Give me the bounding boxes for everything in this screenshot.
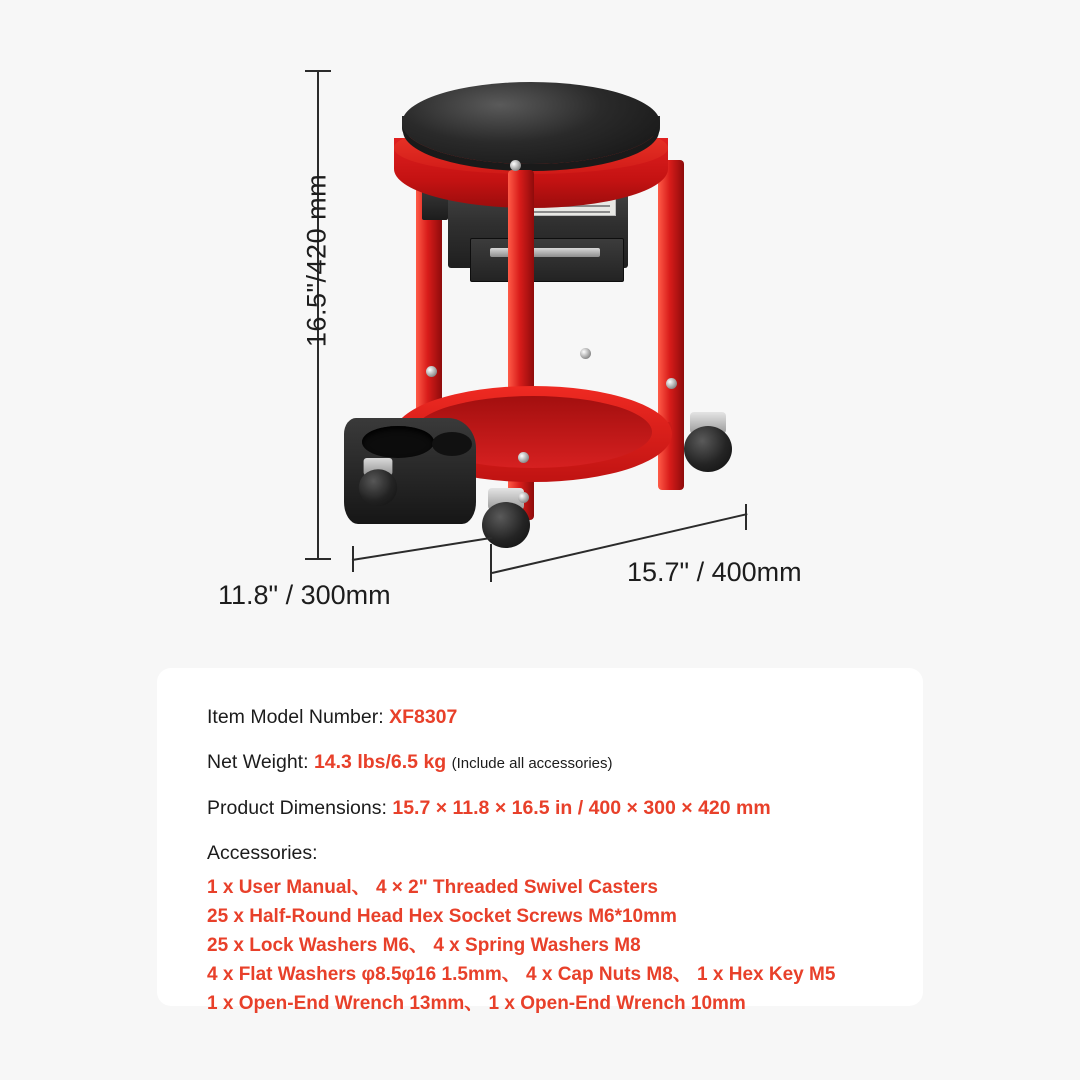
net-weight-row (207, 751, 923, 774)
accessory-item: 4 x Flat Washers φ8.5φ16 1.5mm、 4 x Cap Nuts M8、 1 x Hex Key M5 (207, 963, 836, 985)
height-dimension-label: 16.5"/420 mm (301, 173, 332, 348)
model-number-row (207, 706, 923, 729)
product-dimensions-value: 15.7 × 11.8 × 16.5 in / 400 × 300 × 420 mm (392, 796, 771, 819)
bolt (518, 452, 529, 463)
height-dimension-cap-bottom (305, 558, 331, 560)
specification-card (157, 668, 923, 1014)
width-dimension-tick-right (745, 504, 747, 530)
width-dimension-label: 15.7" / 400mm (627, 557, 802, 587)
product-dimensions-label: Product Dimensions: (207, 796, 387, 819)
seat-cushion (402, 82, 660, 164)
accessories-label: Accessories: (207, 842, 318, 865)
bolt (518, 492, 529, 503)
caster-wheel-left (357, 458, 399, 506)
cup-holder-opening (362, 426, 434, 458)
accessory-item: 25 x Half-Round Head Hex Socket Screws M6*10mm (207, 906, 677, 928)
caster-wheel (684, 426, 732, 472)
accessory-item: 25 x Lock Washers M6、 4 x Spring Washers M8 (207, 934, 641, 956)
caster-wheel-right (682, 412, 734, 472)
depth-dimension-label: 11.8" / 300mm (218, 580, 391, 610)
model-number-value: XF8307 (389, 706, 458, 728)
drawer-handle (490, 248, 600, 257)
product-dimensions-row (207, 797, 923, 820)
caster-wheel (359, 469, 397, 506)
depth-dimension-marker (352, 546, 492, 572)
rolling-stool-illustration (340, 60, 760, 560)
accessory-item: 1 x Open-End Wrench 13mm、 1 x Open-End Wrench 10mm (207, 992, 746, 1014)
accessory-item: 1 x User Manual、 4 × 2" Threaded Swivel Casters (207, 877, 658, 899)
bolt (426, 366, 437, 377)
net-weight-value: 14.3 lbs/6.5 kg (313, 751, 447, 774)
bolt (666, 378, 677, 389)
net-weight-note: (Include all accessories) (451, 755, 613, 773)
cup-holder-small-opening (432, 432, 472, 456)
bolt (580, 348, 591, 359)
height-dimension-marker (288, 70, 348, 560)
model-number-label: Item Model Number: (207, 706, 384, 728)
drawer-front-panel (470, 238, 624, 282)
net-weight-label: Net Weight: (207, 751, 309, 774)
bolt (510, 160, 521, 171)
